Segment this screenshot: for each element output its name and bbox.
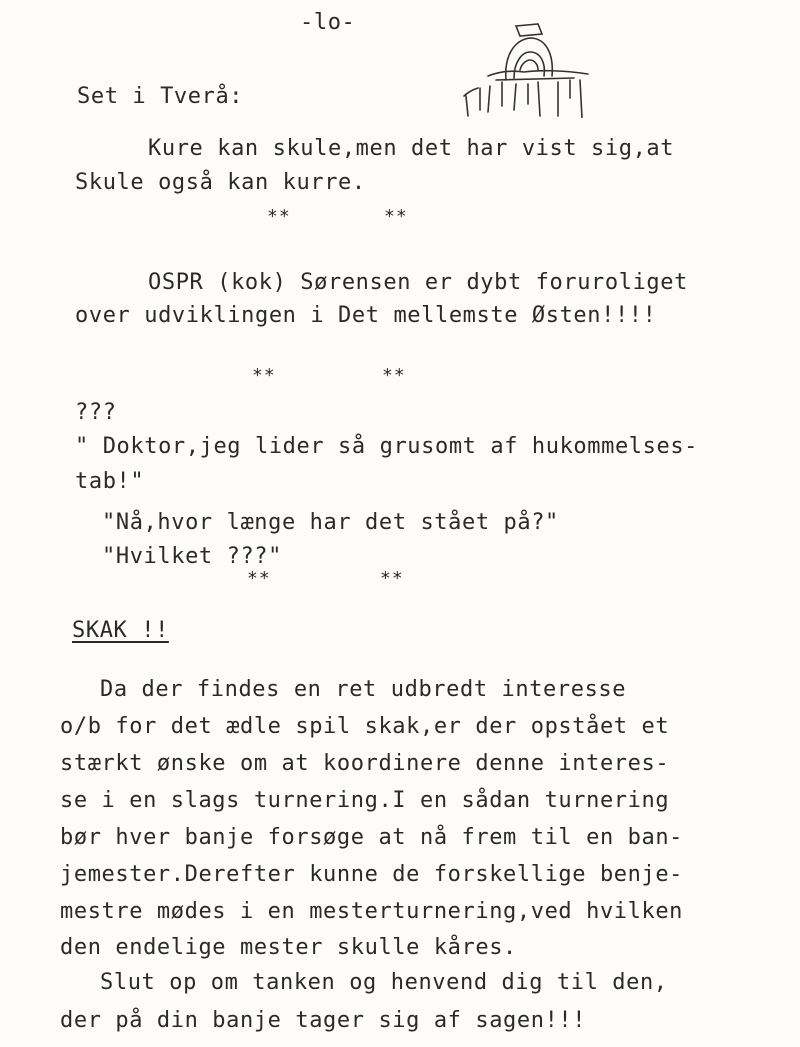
text-line: Slut op om tanken og henvend dig til den,: [100, 970, 668, 995]
text-line: den endelige mester skulle kåres.: [60, 935, 517, 960]
text-line: over udviklingen i Det mellemste Østen!!!!: [75, 303, 657, 328]
page-number: -lo-: [300, 10, 356, 35]
separator-stars: **: [247, 568, 271, 589]
text-line: jemester.Derefter kunne de forskellige benje-: [60, 862, 684, 887]
separator-stars: **: [252, 365, 276, 386]
building-sketch-icon: [458, 18, 608, 118]
text-line: der på din banje tager sig af sagen!!!: [60, 1008, 587, 1033]
text-line: ???: [75, 400, 117, 425]
text-line: se i en slags turnering.I en sådan turnering: [60, 788, 670, 813]
text-line: Kure kan skule,men det har vist sig,at: [148, 136, 675, 161]
text-line: Da der findes en ret udbredt interesse: [100, 677, 627, 702]
section-heading: SKAK !!: [72, 618, 169, 643]
separator-stars: **: [384, 206, 408, 227]
text-line: stærkt ønske om at koordinere denne interes-: [60, 751, 670, 776]
separator-stars: **: [267, 206, 291, 227]
text-line: " Doktor,jeg lider så grusomt af hukommelses-: [75, 434, 699, 459]
text-line: "Hvilket ???": [102, 544, 282, 569]
text-line: Set i Tverå:: [77, 84, 244, 109]
text-line: "Nå,hvor længe har det stået på?": [102, 510, 559, 535]
text-line: mestre mødes i en mesterturnering,ved hvilken: [60, 899, 684, 924]
text-line: tab!": [75, 469, 145, 494]
text-line: bør hver banje forsøge at nå frem til en ban-: [60, 825, 684, 850]
text-line: o/b for det ædle spil skak,er der opstået et: [60, 714, 670, 739]
separator-stars: **: [382, 365, 406, 386]
separator-stars: **: [380, 568, 404, 589]
text-line: Skule også kan kurre.: [75, 170, 366, 195]
text-line: OSPR (kok) Sørensen er dybt foruroliget: [148, 270, 688, 295]
